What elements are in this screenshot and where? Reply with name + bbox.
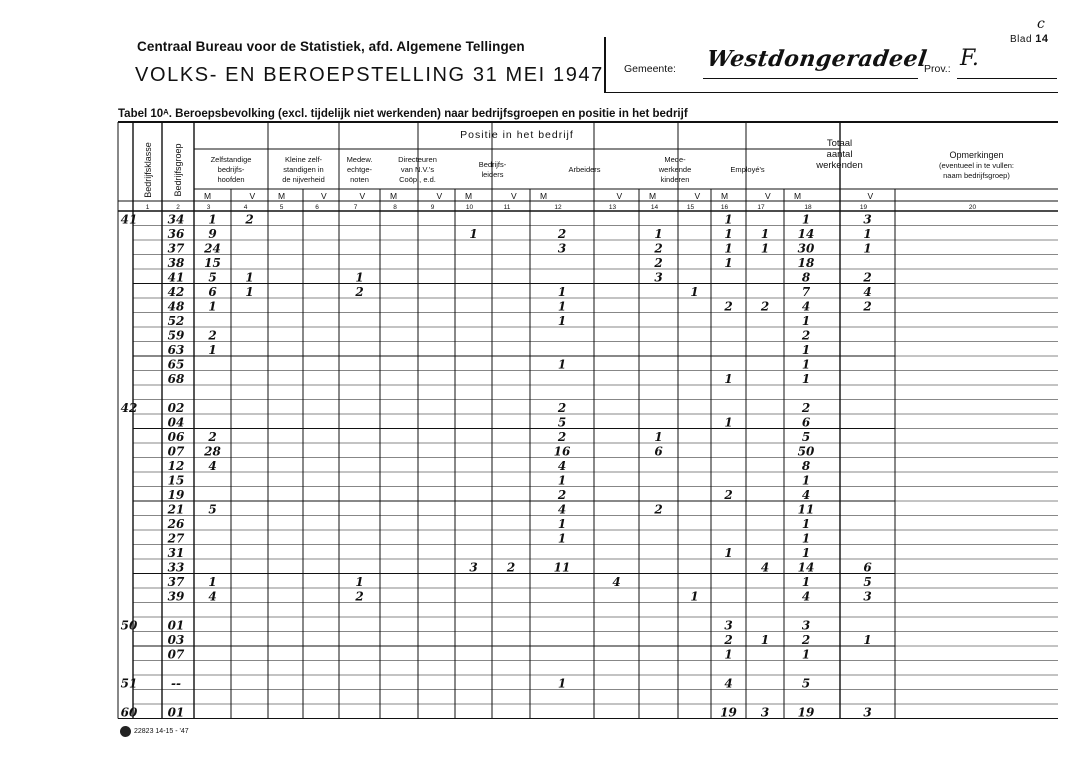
bedrijfsgroep-value: 65 — [167, 357, 185, 372]
cell-value: 2 — [801, 633, 811, 647]
cell-value: 2 — [245, 212, 254, 227]
cell-value: 24 — [204, 241, 221, 256]
cell-value: 2 — [724, 488, 733, 502]
cell-value: 9 — [208, 227, 217, 241]
cell-value: 3 — [863, 705, 872, 720]
mv-label: V — [867, 191, 874, 201]
mv-label: V — [765, 191, 771, 201]
cell-value: 4 — [760, 560, 770, 575]
mv-label: M — [794, 191, 802, 201]
cell-value: 5 — [801, 430, 811, 444]
bedrijfsgroep-value: 37 — [167, 575, 185, 589]
cell-value: 16 — [553, 444, 571, 459]
mv-label: M — [390, 191, 398, 201]
column-number: 13 — [608, 204, 617, 211]
mv-label: M — [465, 191, 473, 201]
cell-value: 1 — [355, 575, 364, 589]
cell-value: 1 — [801, 314, 811, 328]
prov-label: Prov.: — [924, 63, 951, 75]
org-line: Centraal Bureau voor de Statistiek, afd. Algemene Tellingen — [137, 39, 525, 54]
cell-value: 3 — [724, 618, 733, 633]
group-header-text: noten — [350, 175, 369, 184]
opmerkingen-header-text: Opmerkingen — [949, 150, 1004, 160]
form-code: 22823 14-15 - '47 — [134, 728, 189, 735]
cell-value: 1 — [760, 633, 770, 647]
cell-value: 1 — [557, 357, 567, 372]
cell-value: 1 — [654, 430, 663, 444]
cell-value: 1 — [760, 227, 770, 241]
cell-value: 4 — [801, 299, 811, 314]
cell-value: 1 — [760, 241, 770, 256]
prov-value: F. — [960, 46, 979, 71]
bedrijfsgroep-value: 34 — [167, 212, 185, 227]
group-header-text: Coöp., e.d. — [399, 175, 436, 184]
cell-value: 3 — [863, 589, 872, 604]
cell-value: 1 — [208, 212, 217, 227]
gemeente-label: Gemeente: — [624, 63, 676, 75]
cell-value: 2 — [760, 299, 770, 314]
cell-value: 3 — [801, 618, 811, 633]
bedrijfsgroep-value: 39 — [167, 589, 185, 604]
cell-value: 1 — [690, 285, 699, 299]
bedrijfsgroep-value: 68 — [167, 372, 185, 386]
mv-label: V — [321, 191, 327, 201]
bedrijfsklasse-value: 60 — [120, 705, 138, 720]
cell-value: 6 — [863, 560, 872, 575]
cell-value: 3 — [654, 270, 663, 285]
blad-text: Blad — [1010, 34, 1033, 45]
mv-label: V — [359, 191, 366, 201]
bedrijfsgroep-value: 01 — [167, 618, 185, 633]
cell-value: 1 — [863, 633, 872, 647]
bedrijfsgroep-value: -- — [171, 676, 181, 691]
form-footer — [120, 726, 189, 737]
group-header-text: Zelfstandige — [210, 155, 252, 164]
cell-value: 19 — [720, 705, 737, 720]
mv-label: M — [278, 191, 286, 201]
cell-value: 2 — [724, 299, 733, 314]
cell-value: 2 — [208, 430, 217, 444]
column-number: 2 — [176, 204, 180, 211]
cell-value: 1 — [801, 531, 811, 546]
group-header-text: Kleine zelf- — [284, 155, 323, 164]
bedrijfsgroep-value: 38 — [167, 256, 185, 270]
blad-note: c — [1037, 16, 1045, 32]
group-header-text: Medew. — [346, 155, 373, 164]
cell-value: 11 — [553, 560, 571, 575]
cell-value: 4 — [612, 575, 621, 589]
cell-value: 19 — [797, 705, 815, 720]
cell-value: 1 — [557, 676, 567, 691]
column-number: 3 — [206, 204, 211, 211]
bedrijfsgroep-value: 48 — [167, 299, 185, 314]
group-header-text: kinderen — [660, 175, 690, 184]
cell-value: 8 — [801, 459, 811, 473]
cell-value: 2 — [801, 401, 811, 415]
cell-value: 5 — [801, 676, 811, 691]
cell-value: 1 — [469, 227, 478, 241]
cell-value: 4 — [557, 459, 567, 473]
cell-value: 11 — [797, 502, 815, 517]
bedrijfsgroep-value: 59 — [167, 328, 185, 343]
cell-value: 2 — [557, 227, 567, 241]
cell-value: 30 — [797, 241, 815, 256]
cell-value: 7 — [801, 285, 811, 299]
table-caption: Tabel 10ᴬ. Beroepsbevolking (excl. tijdelijk niet werkenden) naar bedrijfsgroepen en positie in het bedrijf — [118, 108, 688, 120]
bedrijfsklasse-value: 42 — [120, 401, 138, 415]
cell-value: 1 — [690, 589, 699, 604]
gemeente-value: Westdongeradeel — [705, 46, 929, 72]
cell-value: 5 — [208, 270, 217, 285]
cell-value: 1 — [724, 647, 733, 662]
cell-value: 3 — [760, 705, 770, 720]
group-header-text: echtge- — [346, 165, 373, 174]
cell-value: 1 — [724, 415, 733, 430]
cell-value: 6 — [654, 444, 663, 459]
mv-label: V — [511, 191, 517, 201]
cell-value: 2 — [557, 401, 567, 415]
cell-value: 1 — [801, 343, 811, 357]
totaal-header-text: Totaal — [826, 138, 853, 149]
mv-label: M — [540, 191, 548, 201]
cell-value: 2 — [506, 560, 516, 575]
cell-value: 4 — [801, 488, 811, 502]
cell-value: 6 — [208, 285, 217, 299]
cell-value: 2 — [724, 633, 733, 647]
cell-value: 5 — [863, 575, 872, 589]
cell-value: 1 — [801, 357, 811, 372]
blad-number: 14 — [1035, 33, 1049, 45]
cell-value: 4 — [863, 285, 872, 299]
cell-value: 8 — [801, 270, 811, 285]
opmerkingen-header-text: (eventueel in te vullen: — [938, 161, 1015, 170]
column-number: 4 — [243, 204, 248, 211]
cell-value: 1 — [208, 343, 217, 357]
bedrijfsgroep-value: 31 — [167, 546, 185, 560]
cell-value: 28 — [204, 444, 221, 459]
cell-value: 4 — [724, 676, 733, 691]
cell-value: 1 — [557, 314, 567, 328]
cell-value: 3 — [863, 212, 872, 227]
bedrijfsgroep-value: 63 — [167, 343, 185, 357]
mv-label: M — [649, 191, 657, 201]
cell-value: 1 — [801, 575, 811, 589]
group-header-text: de nijverheid — [282, 175, 325, 184]
column-number: 18 — [804, 204, 812, 211]
cell-value: 2 — [654, 256, 663, 270]
cell-value: 2 — [557, 488, 567, 502]
cell-value: 2 — [654, 241, 663, 256]
cell-value: 1 — [557, 531, 567, 546]
cell-value: 1 — [801, 517, 811, 531]
column-number: 9 — [430, 204, 435, 211]
group-header-text: Employé's — [730, 165, 765, 174]
cbs-logo-icon — [120, 726, 131, 737]
totaal-header-text: werkenden — [816, 160, 863, 171]
cell-value: 4 — [208, 589, 217, 604]
bedrijfsklasse-value: 50 — [120, 618, 138, 633]
cell-value: 2 — [863, 299, 872, 314]
cell-value: 14 — [797, 560, 815, 575]
cell-value: 4 — [208, 459, 217, 473]
group-header-text: standigen in — [283, 165, 324, 174]
cell-value: 1 — [801, 372, 811, 386]
cell-value: 50 — [797, 444, 815, 459]
bedrijfsgroep-value: 03 — [167, 633, 185, 647]
bedrijfsgroep-value: 21 — [167, 502, 185, 517]
cell-value: 1 — [557, 473, 567, 488]
bedrijfsgroep-value: 33 — [167, 560, 185, 575]
group-header-text: Mede- — [664, 155, 686, 164]
totaal-header-text: aantal — [826, 149, 853, 160]
mv-label: V — [436, 191, 443, 201]
bedrijfsgroep-value: 07 — [167, 444, 185, 459]
cell-value: 1 — [355, 270, 364, 285]
cell-value: 1 — [863, 241, 872, 256]
bedrijfsgroep-value: 26 — [167, 517, 185, 531]
bedrijfsklasse-header: Bedrijfsklasse — [143, 142, 153, 198]
cell-value: 2 — [863, 270, 872, 285]
column-number: 16 — [720, 204, 729, 211]
cell-value: 3 — [557, 241, 567, 256]
bedrijfsgroep-value: 07 — [167, 647, 185, 662]
cell-value: 1 — [724, 546, 733, 560]
bedrijfsklasse-value: 41 — [120, 212, 138, 227]
column-number: 15 — [686, 204, 695, 211]
cell-value: 2 — [654, 502, 663, 517]
cell-value: 2 — [557, 430, 567, 444]
cell-value: 2 — [208, 328, 217, 343]
cell-value: 5 — [557, 415, 567, 430]
bedrijfsgroep-value: 27 — [167, 531, 185, 546]
column-number: 19 — [859, 204, 868, 211]
cell-value: 1 — [557, 285, 567, 299]
column-number: 14 — [650, 204, 659, 211]
column-number: 20 — [968, 204, 977, 211]
form-title: VOLKS- EN BEROEPSTELLING 31 MEI 1947 — [135, 64, 604, 86]
cell-value: 1 — [801, 546, 811, 560]
bedrijfsgroep-value: 42 — [167, 285, 185, 299]
bedrijfsgroep-value: 04 — [167, 415, 185, 430]
cell-value: 1 — [245, 270, 254, 285]
cell-value: 1 — [801, 212, 811, 227]
group-header-text: van N.V.'s — [400, 165, 435, 174]
column-number: 7 — [353, 204, 358, 211]
cell-value: 2 — [355, 589, 364, 604]
cell-value: 1 — [724, 256, 733, 270]
column-number: 12 — [554, 204, 562, 211]
group-header-text: hoofden — [217, 175, 245, 184]
cell-value: 6 — [801, 415, 811, 430]
bedrijfsgroep-value: 12 — [167, 459, 185, 473]
group-header-text: bedrijfs- — [217, 165, 245, 174]
bedrijfsgroep-value: 36 — [167, 227, 185, 241]
opmerkingen-header-text: naam bedrijfsgroep) — [943, 171, 1010, 180]
cell-value: 1 — [801, 647, 811, 662]
cell-value: 1 — [208, 575, 217, 589]
bedrijfsklasse-value: 51 — [120, 676, 138, 691]
group-header-text: Directeuren — [398, 155, 437, 164]
column-number: 17 — [757, 204, 765, 211]
cell-value: 1 — [557, 517, 567, 531]
mv-label: M — [204, 191, 212, 201]
group-header-text: Arbeiders — [568, 165, 601, 174]
cell-value: 1 — [208, 299, 217, 314]
cell-value: 1 — [724, 227, 733, 241]
cell-value: 2 — [355, 285, 364, 299]
bedrijfsgroep-value: 01 — [167, 705, 185, 720]
column-number: 6 — [315, 204, 319, 211]
cell-value: 3 — [469, 560, 478, 575]
group-header-text: leiders — [481, 170, 504, 179]
cell-value: 4 — [557, 502, 567, 517]
cell-value: 1 — [654, 227, 663, 241]
cell-value: 2 — [801, 328, 811, 343]
column-number: 8 — [393, 204, 397, 211]
mv-label: V — [694, 191, 701, 201]
cell-value: 4 — [801, 589, 811, 604]
bedrijfsgroep-header: Bedrijfsgroep — [173, 143, 183, 197]
bedrijfsgroep-value: 02 — [167, 401, 185, 415]
mv-label: M — [721, 191, 729, 201]
cell-value: 15 — [204, 256, 221, 270]
cell-value: 1 — [724, 372, 733, 386]
column-number: 1 — [145, 204, 150, 211]
cell-value: 1 — [863, 227, 872, 241]
column-number: 5 — [279, 204, 284, 211]
cell-value: 14 — [797, 227, 815, 241]
positie-header: Positie in het bedrijf — [460, 129, 574, 141]
group-header-text: Bedrijfs- — [478, 160, 507, 169]
bedrijfsgroep-value: 37 — [167, 241, 185, 256]
mv-label: V — [616, 191, 623, 201]
cell-value: 18 — [797, 256, 815, 270]
cell-value: 1 — [724, 241, 733, 256]
mv-label: V — [249, 191, 256, 201]
cell-value: 1 — [245, 285, 254, 299]
bedrijfsgroep-value: 41 — [167, 270, 185, 285]
group-header-text: werkende — [658, 165, 692, 174]
cell-value: 1 — [801, 473, 811, 488]
column-number: 10 — [465, 204, 474, 211]
column-number: 11 — [503, 204, 511, 211]
bedrijfsgroep-value: 06 — [167, 430, 185, 444]
cell-value: 1 — [557, 299, 567, 314]
bedrijfsgroep-value: 15 — [167, 473, 185, 488]
cell-value: 1 — [724, 212, 733, 227]
cell-value: 5 — [208, 502, 217, 517]
bedrijfsgroep-value: 19 — [167, 488, 185, 502]
bedrijfsgroep-value: 52 — [167, 314, 185, 328]
